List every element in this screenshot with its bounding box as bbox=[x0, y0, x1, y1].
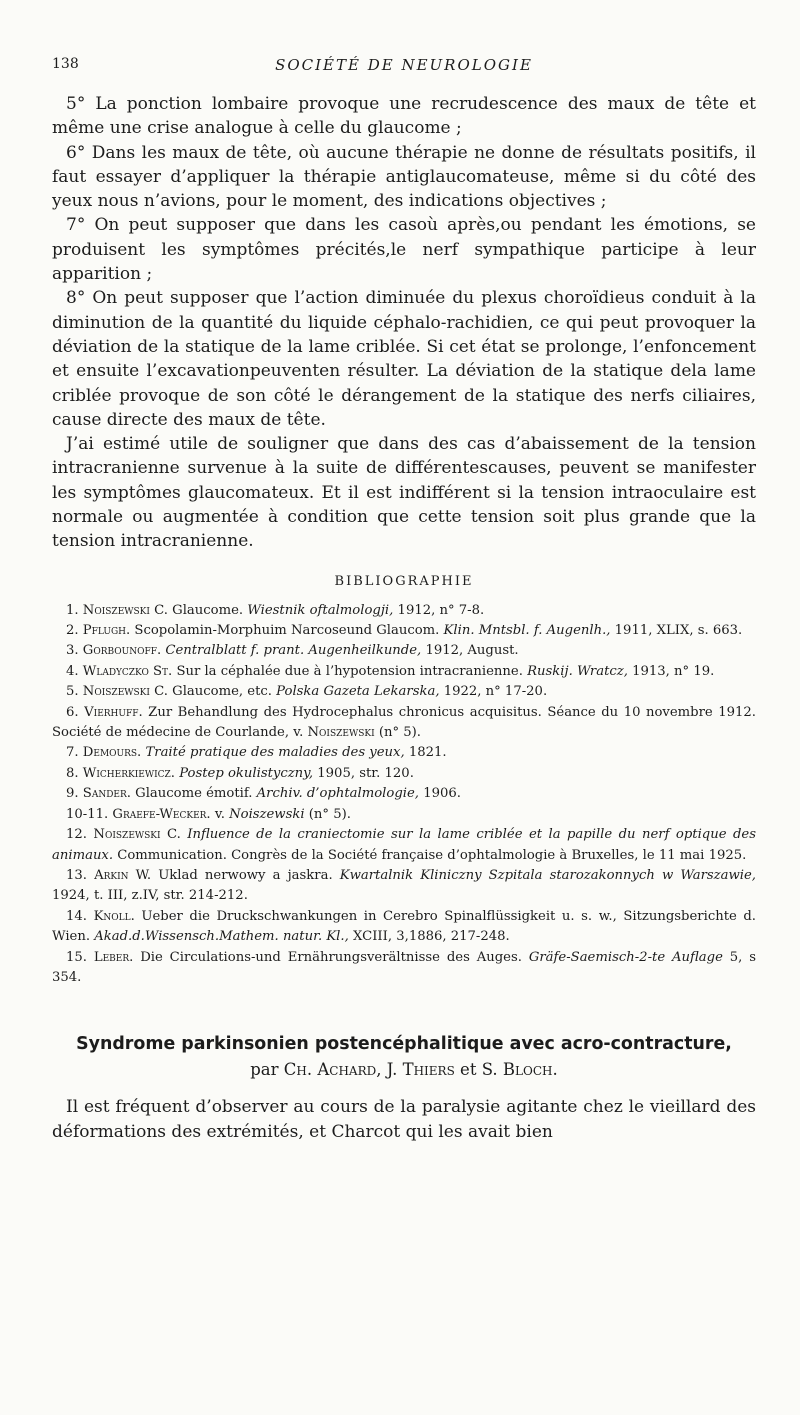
entry-author: Noiszewski C. bbox=[93, 827, 181, 843]
entry-number: 3. bbox=[66, 643, 79, 659]
entry-author: Gorbounoff. bbox=[82, 643, 162, 659]
entry-text: 1911, XLIX, s. 663. bbox=[610, 623, 743, 639]
entry-number: 2. bbox=[66, 623, 79, 639]
paragraph: J’ai estimé utile de souligner que dans des cas d’abaissement de la tension intracranienne survenue à la suite de différentescauses, peuvent se manifester les symptômes glaucomateux. Et il est indifférent si la tension intraoculaire est normale ou augmentée à condition que cette tension soit plus grande que la tension intracranienne. bbox=[52, 434, 756, 552]
entry-number: 13. bbox=[66, 867, 87, 883]
entry-author: Noiszewski C. bbox=[82, 602, 168, 618]
bibliography-entry bbox=[52, 743, 756, 763]
entry-text: 1922, n° 17-20. bbox=[439, 684, 548, 700]
entry-number: 8. bbox=[66, 765, 79, 781]
author-name: S. Bloch bbox=[481, 1060, 553, 1080]
entry-text: 1924, t. III, z.IV, str. 214-212. bbox=[52, 888, 248, 904]
entry-number: 14. bbox=[66, 908, 87, 924]
entry-source: Gräfe-Saemisch-2-te Auflage bbox=[528, 949, 723, 965]
entry-number: 9. bbox=[66, 786, 79, 802]
bibliography-entry bbox=[52, 601, 756, 621]
entry-source: Centralblatt f. prant. Augenheilkunde, bbox=[165, 643, 422, 659]
entry-source: Noiszewski bbox=[229, 806, 305, 822]
bibliography-list bbox=[52, 601, 756, 989]
space bbox=[87, 909, 94, 924]
entry-text: Scopolamin-Morphuim Narcoseund Glaucom. bbox=[130, 623, 444, 639]
bibliography-entry bbox=[52, 641, 756, 661]
entry-source: Klin. Mntsbl. f. Augenlh., bbox=[443, 623, 611, 639]
bibliography-entry bbox=[52, 866, 756, 907]
entry-number: 6. bbox=[66, 704, 79, 720]
entry-text: 5, s 354. bbox=[52, 949, 756, 985]
entry-source: Traité pratique des maladies des yeux, bbox=[145, 745, 405, 761]
entry-source: Polska Gazeta Lekarska, bbox=[276, 684, 440, 700]
author-name: J. Thiers bbox=[386, 1060, 455, 1080]
article-title: Syndrome parkinsonien postencéphalitique avec acro-contracture, bbox=[76, 1034, 732, 1055]
entry-text: Uklad nerwowy a jaskra. bbox=[151, 867, 340, 883]
page-header bbox=[52, 52, 756, 78]
entry-text: Die Circulations-und Ernährungsverältnisse des Auges. bbox=[133, 949, 529, 965]
entry-text: 1912, August. bbox=[421, 643, 519, 659]
bibliography-entry bbox=[52, 662, 756, 682]
par-label: par bbox=[250, 1060, 284, 1080]
entry-text: XCIII, 3,1886, 217-248. bbox=[348, 929, 510, 945]
separator: , bbox=[376, 1060, 387, 1080]
separator: et bbox=[454, 1060, 482, 1080]
entry-author: Wladyczko St. bbox=[82, 663, 173, 679]
entry-number: 5. bbox=[66, 684, 79, 700]
entry-source: Influence de la craniectomie sur la lame criblée et la papille du nerf optique des animaux. bbox=[52, 827, 756, 863]
space bbox=[87, 950, 94, 965]
bibliography-entry bbox=[52, 682, 756, 702]
separator: . bbox=[552, 1060, 558, 1080]
entry-text: (n° 5). bbox=[304, 806, 351, 822]
entry-author: Noiszewski bbox=[307, 725, 375, 741]
entry-text: 1913, n° 19. bbox=[627, 663, 715, 679]
page-number: 138 bbox=[52, 56, 79, 72]
paragraph: 6° Dans les maux de tête, où aucune thérapie ne donne de résultats positifs, il faut essayer d’appliquer la thérapie antiglaucomateuse, même si du côté des yeux nous n’avions, pour le moment, des indications objectives ; bbox=[52, 142, 756, 212]
entry-author: Graefe-Wecker. bbox=[112, 806, 211, 822]
running-title: SOCIÉTÉ DE NEUROLOGIE bbox=[275, 56, 533, 74]
entry-source: Postep okulistyczny, bbox=[179, 765, 314, 781]
bibliography-entry bbox=[52, 621, 756, 641]
entry-text: Zur Behandlung des Hydrocephalus chronicus acquisitus. Séance du 10 novembre 1912. Société de médecine de Courlande, v. bbox=[52, 704, 756, 741]
entry-author: Wicherkiewicz. bbox=[82, 765, 175, 781]
entry-text: 1906. bbox=[419, 786, 461, 802]
entry-author: Leber. bbox=[93, 949, 134, 965]
entry-author: Pflugh. bbox=[82, 623, 131, 639]
entry-number: 4. bbox=[66, 663, 79, 679]
body-text bbox=[52, 92, 756, 554]
bibliography-entry bbox=[52, 764, 756, 784]
entry-source: Ruskij. Wratcz, bbox=[527, 663, 628, 679]
entry-number: 12. bbox=[66, 827, 87, 843]
entry-text: Communication. Congrès de la Société française d’ophtalmologie à Bruxelles, le 11 mai 1925. bbox=[113, 847, 747, 863]
entry-author: Sander. bbox=[82, 786, 131, 802]
bibliography-entry bbox=[52, 784, 756, 804]
entry-text: Ueber die Druckschwankungen in Cerebro Spinalflüssigkeit u. s. w., Sitzungsberichte d. Wien. bbox=[52, 908, 757, 945]
entry-text: 1821. bbox=[404, 745, 447, 761]
entry-source: Kwartalnik Kliniczny Szpitala starozakonnych w Warszawie, bbox=[339, 867, 756, 883]
entry-text: Glaucome émotif. bbox=[130, 786, 257, 802]
bibliography-entry bbox=[52, 907, 756, 948]
entry-text: 1912, n° 7-8. bbox=[393, 602, 485, 618]
bibliography-title: BIBLIOGRAPHIE bbox=[334, 573, 474, 589]
entry-number: 7. bbox=[66, 745, 79, 761]
entry-author: Knoll. bbox=[93, 908, 135, 924]
paragraph: Il est fréquent d’observer au cours de la paralysie agitante chez le vieillard des déformations des extrémités, et Charcot qui les avait bien bbox=[52, 1097, 756, 1142]
author-name: Ch. Achard bbox=[283, 1060, 377, 1080]
article-authors bbox=[52, 1060, 756, 1079]
article-body bbox=[52, 1095, 756, 1144]
entry-source: Archiv. d’ophtalmologie, bbox=[256, 786, 419, 802]
entry-text: Glaucome, etc. bbox=[167, 684, 277, 700]
entry-text: (n° 5). bbox=[374, 725, 421, 741]
bibliography-entry bbox=[52, 948, 756, 989]
entry-text: Glaucome. bbox=[167, 602, 248, 618]
entry-author: Noiszewski C. bbox=[82, 684, 168, 700]
entry-author: Vierhuff. bbox=[84, 704, 143, 720]
entry-number: 15. bbox=[66, 949, 87, 965]
entry-number: 1. bbox=[66, 602, 79, 618]
entry-source: Wiestnik oftalmologji, bbox=[247, 602, 394, 618]
entry-text: 1905, str. 120. bbox=[313, 765, 414, 781]
entry-number: 10-11. bbox=[66, 806, 109, 822]
entry-text: Sur la céphalée due à l’hypotension intracranienne. bbox=[172, 663, 528, 679]
entry-source: Akad.d.Wissensch.Mathem. natur. Kl., bbox=[94, 929, 349, 945]
bibliography-entry bbox=[52, 805, 756, 825]
page bbox=[52, 52, 756, 1144]
entry-text: v. bbox=[210, 806, 230, 822]
paragraph: 8° On peut supposer que l’action diminuée du plexus choroïdieus conduit à la diminution de la quantité du liquide céphalo-rachidien, ce qui peut provoquer la déviation de la statique de la lame criblée. Si cet état se prolonge, l’enfoncement et ensuite l’excavationpeuventen résulter. La déviation de la statique dela lame criblée provoque de son côté le dérangement de la statique des nerfs ciliaires, cause directe des maux de tête. bbox=[52, 288, 756, 430]
bibliography-entry bbox=[52, 825, 756, 866]
entry-author: Demours. bbox=[82, 745, 142, 761]
entry-author: Arkin W. bbox=[94, 867, 152, 883]
paragraph: 5° La ponction lombaire provoque une recrudescence des maux de tête et même une crise analogue à celle du glaucome ; bbox=[52, 94, 756, 139]
bibliography-entry bbox=[52, 703, 756, 744]
paragraph: 7° On peut supposer que dans les casoù après,ou pendant les émotions, se produisent les symptômes précités,le nerf sympathique participe à leur apparition ; bbox=[52, 215, 756, 285]
